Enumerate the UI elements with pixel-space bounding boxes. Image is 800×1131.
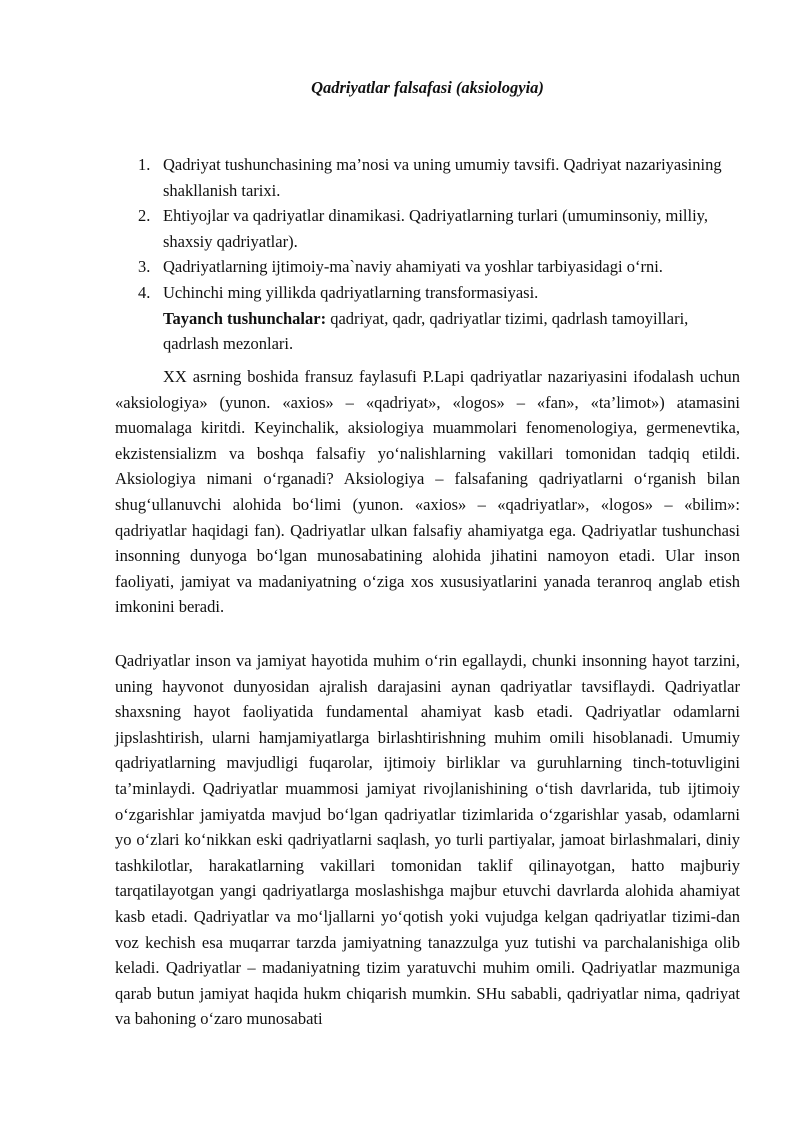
body-paragraph: Qadriyatlar inson va jamiyat hayotida muhim o‘rin egallaydi, chunki insonning hayot tarzini, uning hayvonot dunyosidan ajralish darajasini aynan qadriyatlar tavsiflaydi. Qadriyatlar shaxsning hayot faoliyatida fundamental ahamiyat kasb etadi. Qadriyatlar odamlarni jipslashtirish, ularni hamjamiyatlarga birlashtirishning muhim omili hisoblanadi. Umumiy qadriyatlarning mavjudligi fuqarolar, ijtimoiy birliklar va guruhlarning tinch-totuvligini ta’minlaydi. Qadriyatlar muammosi jamiyat rivojlanishining o‘tish davrlarida, tub ijtimoiy o‘zgarishlar jamiyatda mavjud bo‘lgan qadriyatlar tizimlarida o‘zgarishlar yasab, odamlarni yo o‘zlari ko‘nikkan eski qadriyatlarni saqlash, yo turli partiyalar, jamoat birlashmalari, diniy tashkilotlar, harakatlarning vakillari tomonidan taklif qilinayotgan, hatto majburiy tarqatilayotgan yangi qadriyatlarga moslashishga majbur etuvchi davrlarda alohida ahamiyat kasb etadi. Qadriyatlar va mo‘ljallarni yo‘qotish yoki vujudga kelgan qadriyatlar tizimi-dan voz kechish esa muqarrar tarzda jamiyatning tanazzulga yuz tutishi va parchalanishiga olib keladi. Qadriyatlar – madaniyatning tizim yaratuvchi muhim omili. Qadriyatlar mazmuniga qarab butun jamiyat haqida hukm chiqarish mumkin. SHu sababli, qadriyatlar nima, qadriyat va bahoning o‘zaro munosabati xyxy=(115,651,740,1029)
outline-text: Qadriyatlarning ijtimoiy-ma`naviy ahamiyati va yoshlar tarbiyasidagi o‘rni. xyxy=(163,257,663,277)
outline-number: 2. xyxy=(138,206,151,226)
body-paragraph: XX asrning boshida fransuz faylasufi P.Lapi qadriyatlar nazariyasini ifodalash uchun «aksiologiya» (yunon. «axios» – «qadriyat», «logos» – «fan», «ta’limot») atamasini muomalaga kiritdi. Keyinchalik, aksiologiya muammolari fenomenologiya, germenevtika, ekzistensializm va boshqa falsafiy yo‘nalishlarning vakillari tomonidan tadqiq etildi. Aksiologiya nimani o‘rganadi? Aksiologiya – falsafaning qadriyatlarni o‘rganish bilan shug‘ullanuvchi alohida bo‘limi (yunon. «axios» – «qadriyatlar», «logos» – «bilim»: qadriyatlar haqidagi fan). Qadriyatlar ulkan falsafiy ahamiyatga ega. Qadriyatlar tushunchasi insonning dunyoga bo‘lgan munosabatining alohida jihatini namoyon etadi. Ular inson faoliyati, jamiyat va madaniyatning o‘ziga xos xususiyatlarini yanada teranroq anglab etish imkonini beradi. xyxy=(115,367,740,617)
keywords-text: qadriyat, qadr, qadriyatlar tizimi, qadrlash tamoyillari, qadrlash mezonlari. xyxy=(163,308,689,354)
outline-item xyxy=(115,254,740,280)
topic-outline xyxy=(115,152,740,357)
outline-item xyxy=(115,280,740,306)
document-title: Qadriyatlar falsafasi (aksiologyia) xyxy=(311,78,544,97)
outline-number: 1. xyxy=(138,155,151,174)
outline-number: 4. xyxy=(138,282,151,302)
outline-item xyxy=(115,203,740,254)
outline-number: 3. xyxy=(138,257,151,277)
outline-text: Qadriyat tushunchasining ma’nosi va uning umumiy tavsifi. Qadriyat nazariyasining shakllanish tarixi. xyxy=(163,155,722,200)
outline-text: Uchinchi ming yillikda qadriyatlarning transformasiyasi. xyxy=(163,282,539,302)
keywords-label: Tayanch tushunchalar: xyxy=(163,308,327,328)
outline-text: Ehtiyojlar va qadriyatlar dinamikasi. Qadriyatlarning turlari (umuminsoniy, milliy, shaxsiy qadriyatlar). xyxy=(163,206,708,251)
outline-item xyxy=(115,152,740,203)
keywords-block xyxy=(115,306,740,357)
